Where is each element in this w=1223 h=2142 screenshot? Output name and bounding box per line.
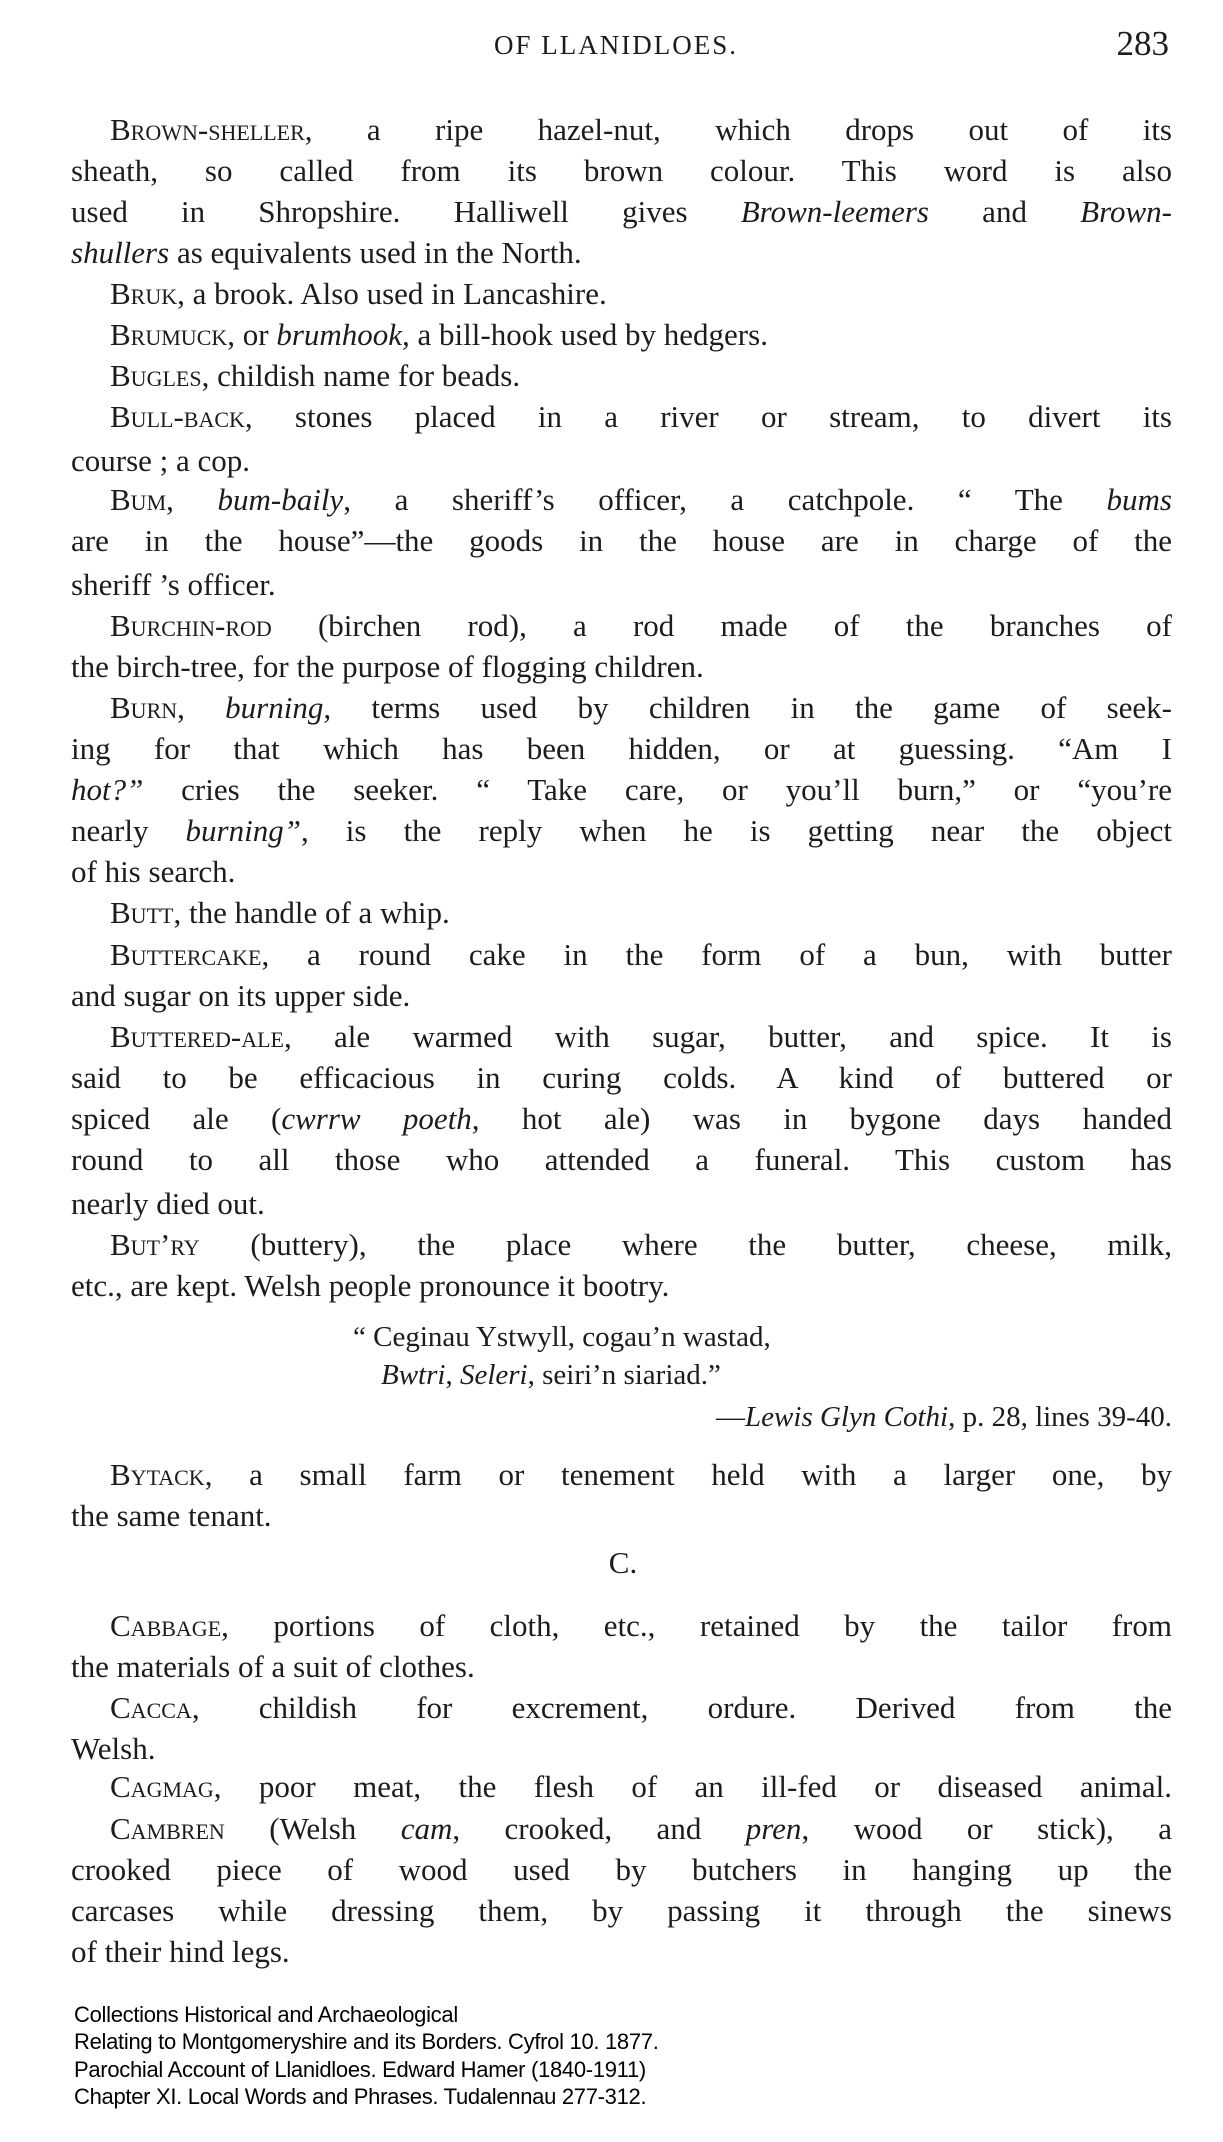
text-span: nearly died out. [71,1186,265,1221]
headword: Buttercake [110,937,262,972]
text-line [71,1495,1172,1536]
headword: Butt [110,895,174,930]
italic-term: hot?” [71,772,144,807]
italic-term: cam [400,1811,453,1846]
italic-term: Seleri [459,1359,528,1391]
text-span: sheriff ’s officer. [71,567,276,602]
text-line [71,810,1172,851]
italic-term: Lewis Glyn Cothi [745,1401,949,1433]
italic-term: bums [1106,482,1172,517]
text-span: , [177,690,226,725]
text-line [71,564,1172,605]
headword: Bugles [110,358,202,393]
headword: Cabbage [110,1608,222,1643]
text-span: course ; a cop. [71,443,251,478]
text-span: crooked piece of wood used by butchers in hanging up the [71,1852,1172,1887]
text-span: used in Shropshire. Halliwell gives [71,194,741,229]
text-line [71,1605,1172,1646]
text-span: , seiri’n siariad.” [527,1359,721,1391]
text-line [71,605,1172,646]
text-span: the birch-tree, for the purpose of flogging children. [71,649,704,684]
text-span: and sugar on its upper side. [71,978,411,1013]
text-span: — [716,1401,746,1433]
text-span: , is the reply when he is getting near the object [300,813,1172,848]
text-span: , a sheriff’s officer, a catchpole. “ The [343,482,1107,517]
text-span: , crooked, and [452,1811,746,1846]
text-span: (birchen rod), a rod made of the branches of [271,608,1172,643]
text-span: , a small farm or tenement held with a larger one, by [204,1457,1172,1492]
text-span: sheath, so called from its brown colour. This word is also [71,153,1172,188]
text-line [71,109,1172,150]
page-number: 283 [1116,24,1169,63]
text-line [71,355,1172,396]
italic-term: pren [745,1811,802,1846]
text-span: as equivalents used in the North. [169,235,582,270]
text-line [71,1687,1172,1728]
text-line [71,1931,1172,1972]
text-span: nearly [71,813,186,848]
text-span: , p. 28, lines 39-40. [948,1401,1172,1433]
headword: Cacca [110,1690,192,1725]
headword: Bull-back [110,399,245,434]
quotation-line [71,1397,1172,1438]
text-span: and [929,194,1081,229]
text-line [71,687,1172,728]
text-span: Welsh. [71,1731,156,1766]
text-span: , ale warmed with sugar, butter, and spice. It is [283,1019,1172,1054]
italic-term: burning, [225,690,332,725]
text-span: , stones placed in a river or stream, to divert its [244,399,1172,434]
italic-term: Brown-leemers [740,194,929,229]
text-line [71,396,1172,437]
text-span: of their hind legs. [71,1934,290,1969]
text-line [71,1183,1172,1224]
text-line [71,1728,1172,1769]
text-span: round to all those who attended a funeral. This custom has [71,1142,1172,1177]
italic-term: shullers [71,235,170,270]
text-line [71,440,1172,481]
italic-term: Brown- [1080,194,1172,229]
headword: Buttered-ale [110,1019,284,1054]
text-span: etc., are kept. Welsh people pronounce it bootry. [71,1268,670,1303]
headword: But’ry [110,1227,200,1262]
text-line [71,851,1172,892]
citation-line: Collections Historical and Archaeological [74,2002,458,2027]
text-span: , the handle of a whip. [173,895,450,930]
headword: Burchin-rod [110,608,272,643]
text-span: (buttery), the place where the butter, cheese, milk, [199,1227,1172,1262]
headword: Brown-sheller [110,112,305,147]
text-line [71,314,1172,355]
headword: Burn [110,690,178,725]
quotation-line [381,1355,721,1396]
text-span: cries the seeker. “ Take care, or you’ll burn,” or “you’re [143,772,1172,807]
text-line [71,1890,1172,1931]
text-line [71,1454,1172,1495]
text-span: , childish for excrement, ordure. Derived from the [191,1690,1172,1725]
italic-term: cwrrw poeth, [281,1101,480,1136]
text-span: are in the house”—the goods in the house are in charge of the [71,523,1172,558]
italic-term: bum-baily [217,482,344,517]
headword: Bruk [110,276,178,311]
text-span: , wood or stick), a [801,1811,1172,1846]
text-line [71,232,1172,273]
headword: Cagmag [110,1769,214,1804]
source-citation [74,2001,659,2110]
text-line [71,479,1172,520]
text-span: ing for that which has been hidden, or at guessing. “Am I [71,731,1172,766]
text-span: , a round cake in the form of a bun, with butter [261,937,1172,972]
text-span: , a brook. Also used in Lancashire. [177,276,607,311]
headword: Cambren [110,1811,225,1846]
text-span: , poor meat, the flesh of an ill-fed or diseased animal. [213,1769,1172,1804]
text-line [71,769,1172,810]
text-line [71,892,1172,933]
text-line [71,191,1172,232]
text-line [71,1808,1172,1849]
quotation-line [353,1317,771,1358]
running-title: OF LLANIDLOES. [494,30,738,60]
text-span: hot ale) was in bygone days handed [479,1101,1172,1136]
citation-line: Relating to Montgomeryshire and its Borders. Cyfrol 10. 1877. [74,2029,659,2055]
text-span: , [445,1359,460,1391]
text-span: , [166,482,218,517]
citation-line: Chapter XI. Local Words and Phrases. Tudalennau 277-312. [74,2083,647,2109]
text-line [71,150,1172,191]
text-span: , childish name for beads. [201,358,521,393]
text-line [71,728,1172,769]
text-line [71,1646,1172,1687]
text-span: spiced ale ( [71,1101,282,1136]
text-span: , a ripe hazel-nut, which drops out of its [304,112,1172,147]
text-span: , or [227,317,277,352]
text-line [71,1139,1172,1180]
text-line [71,1057,1172,1098]
text-span: “ Ceginau Ystwyll, cogau’n wastad, [353,1321,771,1353]
text-line [71,520,1172,561]
text-span: (Welsh [224,1811,401,1846]
text-line [71,1766,1172,1807]
text-span: of his search. [71,854,236,889]
text-line [71,975,1172,1016]
text-span: C. [608,1545,638,1580]
text-span: terms used by children in the game of seek- [331,690,1172,725]
citation-line: Parochial Account of Llanidloes. Edward Hamer (1840-1911) [74,2056,646,2082]
text-line [71,1849,1172,1890]
italic-term: burning” [185,813,301,848]
text-line [71,273,1172,314]
headword: Bum [110,482,167,517]
text-span: a bill-hook used by hedgers. [409,317,768,352]
text-line [71,934,1172,975]
text-span: said to be efficacious in curing colds. A kind of buttered or [71,1060,1172,1095]
text-span: carcases while dressing them, by passing it through the sinews [71,1893,1172,1928]
text-line [71,1016,1172,1057]
text-line [71,1098,1172,1139]
italic-term: Bwtri [381,1359,446,1391]
headword: Bytack [110,1457,205,1492]
text-line [71,1224,1172,1265]
section-heading [0,1542,1223,1583]
headword: Brumuck [110,317,228,352]
text-line [71,1265,1172,1306]
italic-term: brumhook, [276,317,410,352]
text-line [71,646,1172,687]
text-span: the materials of a suit of clothes. [71,1649,475,1684]
text-span: , portions of cloth, etc., retained by the tailor from [221,1608,1172,1643]
text-span: the same tenant. [71,1498,272,1533]
